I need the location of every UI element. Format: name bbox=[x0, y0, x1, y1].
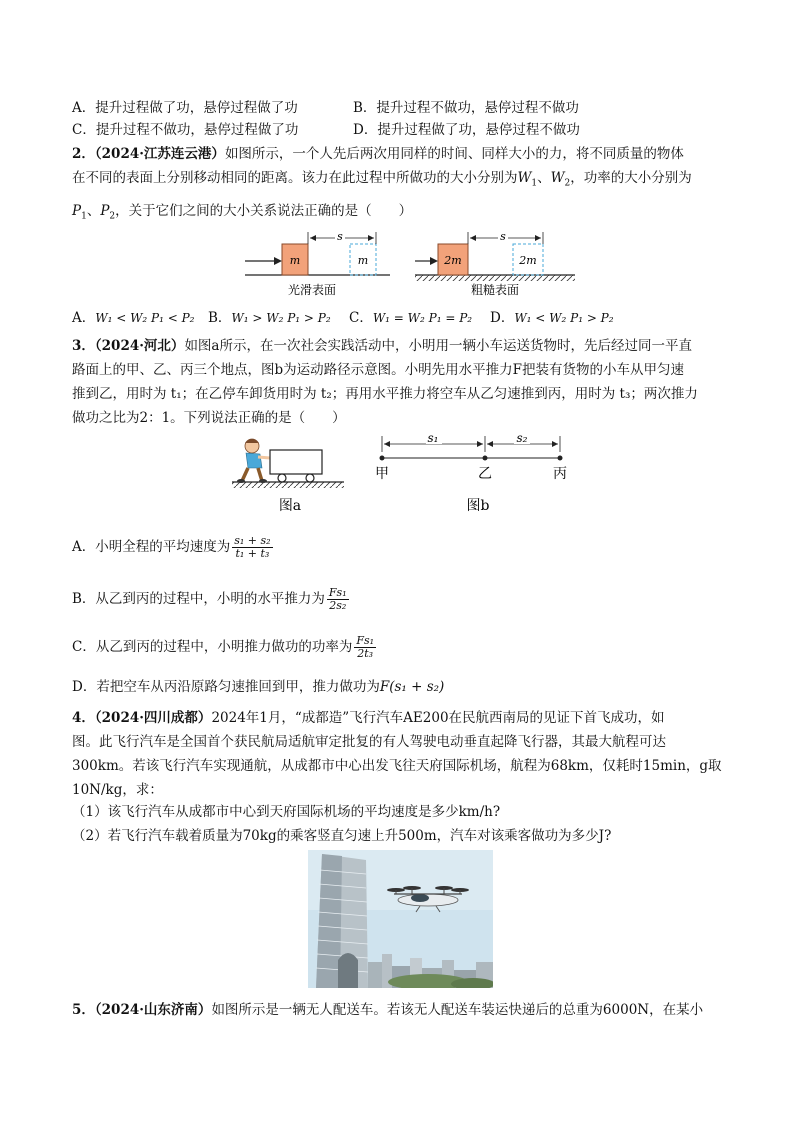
point-jia bbox=[380, 456, 385, 461]
q3-option-c bbox=[72, 632, 378, 662]
cart-wheel-left bbox=[278, 474, 286, 482]
label-s2: s₂ bbox=[516, 432, 528, 445]
q4-line4: 10N/kg，求： bbox=[72, 782, 163, 798]
q2-option-b-label: B． bbox=[208, 310, 232, 326]
q5-line1 bbox=[72, 1000, 703, 1020]
q3-option-b-denominator: 2s₂ bbox=[329, 599, 347, 612]
distance-s-label-right: s bbox=[500, 230, 506, 243]
label-jia: 甲 bbox=[375, 466, 389, 482]
point-yi bbox=[483, 456, 488, 461]
q3-text1: 如图a所示，在一次社会实践活动中，小明用一辆小车运送货物时，先后经过同一平直 bbox=[184, 338, 692, 354]
q2-number: 2． bbox=[72, 146, 95, 162]
q3-figure-b bbox=[370, 432, 580, 524]
q1-option-a: A．提升过程做了功，悬停过程做了功 bbox=[72, 100, 298, 116]
q4-number: 4． bbox=[72, 710, 95, 726]
q2-sep: 、 bbox=[537, 170, 551, 186]
q1-option-b: B．提升过程不做功，悬停过程不做功 bbox=[353, 100, 579, 116]
q2-w2: W bbox=[550, 170, 565, 186]
q3-option-d bbox=[72, 677, 444, 697]
q3-option-a-denominator: t₁ + t₃ bbox=[235, 547, 270, 560]
person-pushing-illustration bbox=[237, 439, 270, 483]
q1-option-d: D．提升过程做了功，悬停过程不做功 bbox=[353, 122, 580, 138]
q3-option-d-expr: F(s₁ + s₂) bbox=[379, 679, 445, 695]
q2-option-d-expr: W₁ < W₂ P₁ > P₂ bbox=[514, 311, 614, 325]
q2-text2a: 在不同的表面上分别移动相同的距离。该力在此过程中所做功的大小分别为 bbox=[72, 170, 518, 186]
q1-option-c: C．提升过程不做功，悬停过程做了功 bbox=[72, 122, 299, 138]
rough-surface-caption: 粗糙表面 bbox=[470, 283, 520, 297]
q2-w1-sub: 1 bbox=[531, 178, 538, 189]
q4-subquestion-2: （2）若飞行汽车载着质量为70kg的乘客竖直匀速上升500m，汽车对该乘客做功为多少J? bbox=[72, 828, 612, 844]
q3-option-a-fraction bbox=[232, 535, 272, 560]
cart-wheel-right bbox=[306, 474, 314, 482]
q4-subquestion-1: （1）该飞行汽车从成都市中心到天府国际机场的平均速度是多少km/h? bbox=[72, 804, 501, 820]
smooth-surface-caption: 光滑表面 bbox=[287, 283, 337, 297]
q2-option-a bbox=[72, 308, 195, 328]
rough-ground-hatch bbox=[415, 275, 575, 281]
distance-s-label-left: s bbox=[337, 230, 343, 243]
force-arrowhead-right bbox=[430, 257, 438, 265]
q3-option-b-fraction bbox=[327, 587, 349, 612]
block-2m-label: 2m bbox=[444, 254, 462, 267]
q5-source: （2024·山东济南） bbox=[94, 1002, 212, 1018]
q2-option-c bbox=[349, 308, 472, 328]
q2-option-d-label: D． bbox=[490, 310, 515, 326]
q3-option-d-text: D．若把空车从丙沿原路匀速推回到甲，推力做功为 bbox=[72, 679, 380, 695]
q3-option-c-text: C．从乙到丙的过程中，小明推力做功的功率为 bbox=[72, 639, 353, 655]
q4-text1: 2024年1月，“成都造”飞行汽车AE200在民航西南局的见证下首飞成功，如 bbox=[211, 710, 665, 726]
force-arrowhead-left bbox=[274, 257, 282, 265]
point-bing bbox=[558, 456, 563, 461]
label-s1: s₁ bbox=[427, 432, 439, 445]
q2-option-c-expr: W₁ = W₂ P₁ = P₂ bbox=[372, 311, 473, 325]
q3-option-b-numerator: Fs₁ bbox=[328, 586, 347, 599]
q2-p2-sub: 2 bbox=[109, 211, 116, 222]
q2-text2b: ，功率的大小分别为 bbox=[570, 170, 692, 186]
rough-surface-diagram bbox=[415, 230, 575, 297]
q4-source: （2024·四川成都） bbox=[94, 710, 212, 726]
q5-text1: 如图所示是一辆无人配送车。若该无人配送车装运快递后的总重为6000N，在某小 bbox=[211, 1002, 704, 1018]
q2-figure bbox=[230, 228, 610, 300]
q2-text3: ，关于它们之间的大小关系说法正确的是（ ） bbox=[115, 203, 413, 219]
q3-source: （2024·河北） bbox=[94, 338, 185, 354]
block-m-end-label: m bbox=[357, 254, 369, 267]
q2-source: （2024·江苏连云港） bbox=[94, 146, 225, 162]
q3-option-c-numerator: Fs₁ bbox=[356, 634, 375, 647]
q2-w1: W bbox=[517, 170, 532, 186]
q2-option-c-label: C． bbox=[349, 310, 373, 326]
q2-option-a-expr: W₁ < W₂ P₁ < P₂ bbox=[95, 311, 195, 325]
q3-line3: 推到乙，用时为 t₁；在乙停车卸货用时为 t₂；再用水平推力将空车从乙匀速推到丙，用时为 t₃；两次推力 bbox=[72, 386, 698, 402]
cart-body bbox=[270, 450, 322, 474]
figure-a-caption: 图a bbox=[278, 498, 302, 514]
flying-car-photo bbox=[308, 850, 493, 988]
q3-option-c-denominator: 2t₃ bbox=[357, 647, 374, 660]
q2-p1-sub: 1 bbox=[81, 211, 87, 222]
q3-option-b bbox=[72, 584, 351, 614]
smooth-surface-diagram bbox=[245, 230, 390, 297]
q4-line1 bbox=[72, 708, 665, 728]
q3-option-a-text: A．小明全程的平均速度为 bbox=[72, 539, 231, 555]
q2-line2 bbox=[72, 168, 692, 194]
q3-option-b-text: B．从乙到丙的过程中，小明的水平推力为 bbox=[72, 591, 325, 607]
q3-option-a bbox=[72, 532, 275, 562]
label-bing: 丙 bbox=[553, 466, 567, 482]
q2-line1 bbox=[72, 144, 684, 164]
ground-hatch-a bbox=[232, 482, 344, 488]
q2-option-d bbox=[490, 308, 614, 328]
q2-p1: P bbox=[72, 203, 82, 219]
q2-sep2: 、 bbox=[86, 203, 101, 219]
q3-option-c-fraction bbox=[354, 635, 376, 660]
figure-b-caption: 图b bbox=[466, 498, 490, 514]
q3-line1 bbox=[72, 336, 692, 356]
q3-line2: 路面上的甲、乙、丙三个地点，图b为运动路径示意图。小明先用水平推力F把装有货物的小车从甲匀速 bbox=[72, 362, 685, 378]
q4-line3: 300km。若该飞行汽车实现通航，从成都市中心出发飞往天府国际机场，航程为68km，仅耗时15min，g取 bbox=[72, 758, 722, 774]
q3-figure-a bbox=[230, 432, 350, 524]
q2-w2-sub: 2 bbox=[564, 178, 571, 189]
q2-option-a-label: A． bbox=[72, 310, 96, 326]
q3-option-a-numerator: s₁ + s₂ bbox=[234, 534, 271, 547]
q2-option-b bbox=[208, 308, 331, 328]
q2-line3 bbox=[72, 201, 412, 227]
block-m-label: m bbox=[289, 254, 301, 267]
q3-number: 3． bbox=[72, 338, 95, 354]
q2-p2: P bbox=[100, 203, 110, 219]
q3-line4: 做功之比为2：1。下列说法正确的是（ ） bbox=[72, 410, 346, 426]
q4-line2: 图。此飞行汽车是全国首个获民航局适航审定批复的有人驾驶电动垂直起降飞行器，其最大航程可达 bbox=[72, 734, 666, 750]
q2-option-b-expr: W₁ > W₂ P₁ > P₂ bbox=[231, 311, 331, 325]
block-2m-end-label: 2m bbox=[519, 254, 537, 267]
q5-number: 5． bbox=[72, 1002, 95, 1018]
q2-text1: 如图所示，一个人先后两次用同样的时间、同样大小的力，将不同质量的物体 bbox=[224, 146, 684, 162]
label-yi: 乙 bbox=[478, 466, 492, 482]
